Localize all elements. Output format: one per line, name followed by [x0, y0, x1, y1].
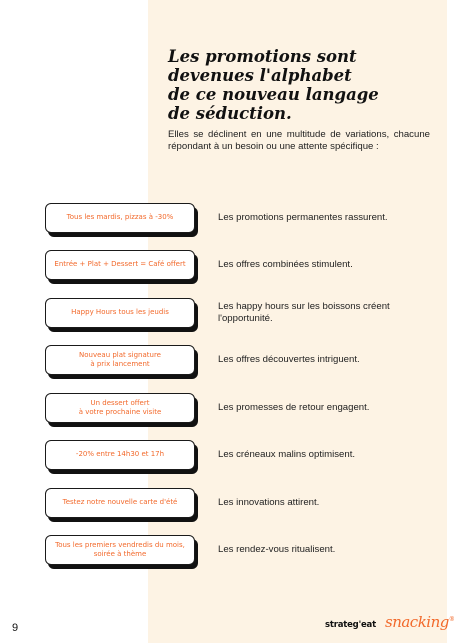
page-title	[168, 47, 428, 123]
promotion-description: Les offres combinées stimulent.	[218, 258, 353, 270]
promotion-card-text: Nouveau plat signature	[79, 350, 161, 359]
promotion-card-text: à votre prochaine visite	[78, 408, 162, 416]
promotion-row	[0, 535, 447, 571]
title-line: Les promotions sont	[168, 47, 357, 66]
promotion-card-text: soirée à thème	[93, 550, 147, 558]
promotion-card-text: Tous les premiers vendredis du mois,	[55, 540, 185, 549]
promotion-card-text: Testez notre nouvelle carte d'été	[62, 498, 178, 507]
promotion-card	[45, 535, 195, 565]
promotion-row	[0, 345, 447, 381]
registered-mark: ®	[448, 616, 454, 623]
promotion-description: Les happy hours sur les boissons créent l'opportunité.	[218, 300, 390, 324]
promotion-card-text: Un dessert offert	[90, 398, 150, 407]
promotion-description: Les innovations attirent.	[218, 496, 320, 508]
promotion-card-text: à prix lancement	[90, 360, 150, 368]
promotion-description: Les créneaux malins optimisent.	[218, 448, 356, 460]
promotion-card-text: Happy Hours tous les jeudis	[71, 308, 169, 317]
promotion-card	[45, 393, 195, 423]
promotion-card-text: -20% entre 14h30 et 17h	[75, 450, 165, 459]
title-line: de ce nouveau langage	[168, 85, 379, 104]
snacking-logo	[385, 613, 454, 631]
promotion-row	[0, 298, 447, 334]
promotion-card	[45, 203, 195, 233]
promotion-card	[45, 345, 195, 375]
intro-paragraph: Elles se déclinent en une multitude de variations, chacune répondant à un besoin ou une attente spécifique :	[168, 129, 430, 152]
snacking-logo-text: snacking	[385, 613, 449, 631]
promotion-description: Les offres découvertes intriguent.	[218, 353, 360, 365]
page-number: 9	[12, 622, 19, 634]
promotion-description: Les rendez-vous ritualisent.	[218, 543, 336, 555]
promotion-card	[45, 440, 195, 470]
promotion-card	[45, 488, 195, 518]
promotion-description: Les promesses de retour engagent.	[218, 401, 370, 413]
promotion-row	[0, 203, 447, 239]
promotion-card	[45, 298, 195, 328]
promotion-row	[0, 440, 447, 476]
title-line: de séduction.	[168, 104, 292, 123]
strategeat-logo: strateg'eat	[325, 620, 376, 630]
promotion-row	[0, 250, 447, 286]
promotion-row	[0, 393, 447, 429]
promotion-description: Les promotions permanentes rassurent.	[218, 211, 388, 223]
promotion-card	[45, 250, 195, 280]
promotion-card-text: Tous les mardis, pizzas à -30%	[66, 213, 174, 222]
title-line: devenues l'alphabet	[168, 66, 352, 85]
promotion-row	[0, 488, 447, 524]
promotion-card-text: Entrée + Plat + Dessert = Café offert	[54, 260, 186, 269]
